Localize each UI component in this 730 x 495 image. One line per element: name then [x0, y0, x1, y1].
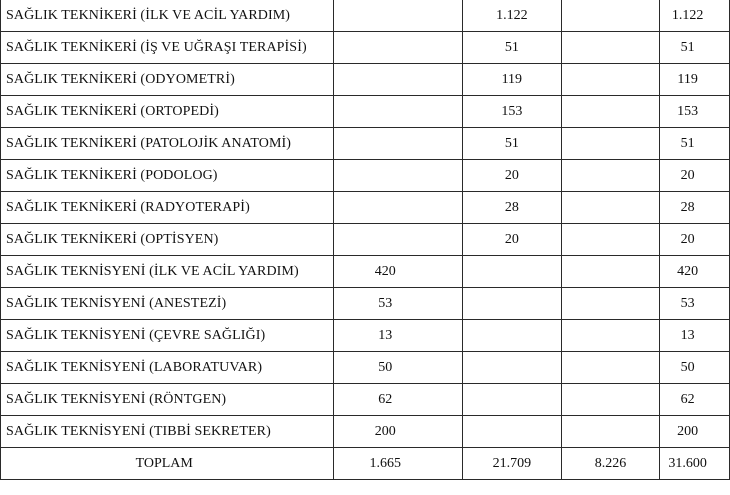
- position-name: SAĞLIK TEKNİSYENİ (LABORATUVAR): [1, 352, 334, 384]
- count-cell-3: [561, 320, 660, 352]
- count-cell-3: [561, 160, 660, 192]
- count-cell-3: [561, 224, 660, 256]
- count-cell-2: [462, 384, 561, 416]
- position-name: SAĞLIK TEKNİSYENİ (RÖNTGEN): [1, 384, 334, 416]
- position-name: SAĞLIK TEKNİKERİ (PATOLOJİK ANATOMİ): [1, 128, 334, 160]
- total-cell: 20: [660, 160, 730, 192]
- count-cell-2: 153: [462, 96, 561, 128]
- position-name: SAĞLIK TEKNİKERİ (OPTİSYEN): [1, 224, 334, 256]
- count-cell-1: 53: [334, 288, 463, 320]
- total-cell: 153: [660, 96, 730, 128]
- count-cell-3: [561, 288, 660, 320]
- total-cell: 62: [660, 384, 730, 416]
- total-count-3: 8.226: [561, 448, 660, 480]
- count-cell-1: 200: [334, 416, 463, 448]
- position-name: SAĞLIK TEKNİKERİ (İLK VE ACİL YARDIM): [1, 0, 334, 32]
- total-label: TOPLAM: [1, 448, 334, 480]
- table-row: [1, 96, 730, 128]
- count-cell-1: [334, 0, 463, 32]
- count-cell-2: 28: [462, 192, 561, 224]
- count-cell-3: [561, 256, 660, 288]
- table-row: [1, 0, 730, 32]
- count-cell-1: 420: [334, 256, 463, 288]
- count-cell-3: [561, 64, 660, 96]
- count-cell-2: 119: [462, 64, 561, 96]
- count-cell-3: [561, 32, 660, 64]
- position-name: SAĞLIK TEKNİKERİ (ODYOMETRİ): [1, 64, 334, 96]
- table-row: [1, 32, 730, 64]
- count-cell-1: 62: [334, 384, 463, 416]
- total-row: [1, 448, 730, 480]
- count-cell-1: [334, 224, 463, 256]
- position-name: SAĞLIK TEKNİKERİ (İŞ VE UĞRAŞI TERAPİSİ): [1, 32, 334, 64]
- total-cell: 200: [660, 416, 730, 448]
- total-cell: 28: [660, 192, 730, 224]
- count-cell-2: 51: [462, 128, 561, 160]
- count-cell-3: [561, 384, 660, 416]
- table-row: [1, 224, 730, 256]
- table-row: [1, 192, 730, 224]
- count-cell-2: [462, 416, 561, 448]
- position-name: SAĞLIK TEKNİSYENİ (ÇEVRE SAĞLIĞI): [1, 320, 334, 352]
- count-cell-2: [462, 320, 561, 352]
- count-cell-1: [334, 160, 463, 192]
- total-count-1: 1.665: [334, 448, 463, 480]
- table-row: [1, 288, 730, 320]
- count-cell-2: 20: [462, 160, 561, 192]
- total-cell: 51: [660, 32, 730, 64]
- position-name: SAĞLIK TEKNİKERİ (ORTOPEDİ): [1, 96, 334, 128]
- count-cell-3: [561, 0, 660, 32]
- total-cell: 50: [660, 352, 730, 384]
- count-cell-3: [561, 128, 660, 160]
- count-cell-2: [462, 288, 561, 320]
- position-name: SAĞLIK TEKNİSYENİ (TIBBİ SEKRETER): [1, 416, 334, 448]
- count-cell-3: [561, 416, 660, 448]
- table-row: [1, 416, 730, 448]
- grand-total: 31.600: [660, 448, 730, 480]
- count-cell-2: [462, 256, 561, 288]
- count-cell-1: 50: [334, 352, 463, 384]
- count-cell-2: [462, 352, 561, 384]
- table-row: [1, 256, 730, 288]
- count-cell-1: [334, 32, 463, 64]
- table-body: [1, 0, 730, 480]
- total-cell: 420: [660, 256, 730, 288]
- total-cell: 53: [660, 288, 730, 320]
- table-row: [1, 128, 730, 160]
- count-cell-1: [334, 96, 463, 128]
- total-cell: 51: [660, 128, 730, 160]
- total-cell: 13: [660, 320, 730, 352]
- position-name: SAĞLIK TEKNİSYENİ (ANESTEZİ): [1, 288, 334, 320]
- position-name: SAĞLIK TEKNİKERİ (PODOLOG): [1, 160, 334, 192]
- total-cell: 1.122: [660, 0, 730, 32]
- total-cell: 119: [660, 64, 730, 96]
- count-cell-1: [334, 128, 463, 160]
- count-cell-3: [561, 192, 660, 224]
- count-cell-2: 20: [462, 224, 561, 256]
- table-row: [1, 160, 730, 192]
- count-cell-1: 13: [334, 320, 463, 352]
- position-name: SAĞLIK TEKNİSYENİ (İLK VE ACİL YARDIM): [1, 256, 334, 288]
- total-cell: 20: [660, 224, 730, 256]
- count-cell-1: [334, 64, 463, 96]
- table-row: [1, 320, 730, 352]
- count-cell-3: [561, 96, 660, 128]
- position-name: SAĞLIK TEKNİKERİ (RADYOTERAPİ): [1, 192, 334, 224]
- table-row: [1, 64, 730, 96]
- table-row: [1, 384, 730, 416]
- total-count-2: 21.709: [462, 448, 561, 480]
- count-cell-3: [561, 352, 660, 384]
- table-row: [1, 352, 730, 384]
- count-cell-1: [334, 192, 463, 224]
- count-cell-2: 1.122: [462, 0, 561, 32]
- count-cell-2: 51: [462, 32, 561, 64]
